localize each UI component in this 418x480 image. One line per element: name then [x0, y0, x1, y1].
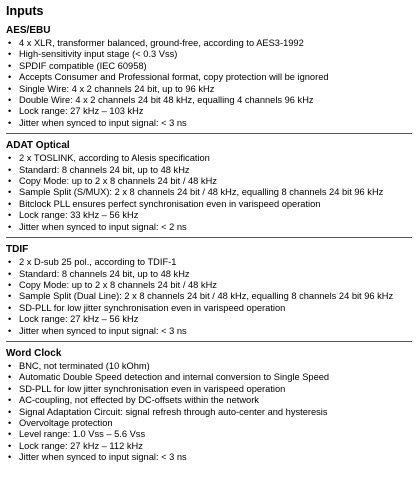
bullet-icon: • [8, 452, 12, 463]
list-item [6, 384, 418, 395]
list-item [6, 210, 418, 221]
bullet-icon: • [8, 314, 12, 325]
bullet-icon: • [8, 164, 12, 175]
list-item [6, 269, 418, 280]
bullet-icon: • [8, 395, 12, 406]
bullet-icon: • [8, 198, 12, 209]
list-item-text: Standard: 8 channels 24 bit, up to 48 kHz [19, 164, 190, 175]
section-divider [6, 341, 412, 342]
list-item-text: 2 x TOSLINK, according to Alesis specification [19, 153, 210, 164]
list-item-text: Signal Adaptation Circuit: signal refresh through auto-center and hysteresis [19, 406, 328, 417]
list-item [6, 38, 418, 49]
bullet-icon: • [8, 291, 12, 302]
list-item [6, 372, 418, 383]
list-item-text: SPDIF compatible (IEC 60958) [19, 60, 147, 71]
list-item-text: SD-PLL for low jitter synchronisation even in varispeed operation [19, 383, 286, 394]
list-item [6, 153, 418, 164]
list-item [6, 106, 418, 117]
list-item-text: Jitter when synced to input signal: < 3 ns [19, 452, 187, 463]
list-item-text: Jitter when synced to input signal: < 3 ns [19, 325, 187, 336]
list-item [6, 395, 418, 406]
spec-list [6, 38, 418, 129]
bullet-icon: • [8, 106, 12, 117]
section-heading: ADAT Optical [6, 140, 70, 152]
list-item [6, 280, 418, 291]
bullet-icon: • [8, 95, 12, 106]
list-item [6, 361, 418, 372]
section-divider [6, 237, 412, 238]
list-item-text: SD-PLL for low jitter synchronisation even in varispeed operation [19, 302, 286, 313]
spec-list [6, 153, 418, 233]
bullet-icon: • [8, 187, 12, 198]
list-item [6, 303, 418, 314]
list-item-text: Single Wire: 4 x 2 channels 24 bit, up to 96 kHz [19, 83, 215, 94]
list-item [6, 187, 418, 198]
bullet-icon: • [8, 279, 12, 290]
list-item [6, 314, 418, 325]
list-item-text: Jitter when synced to input signal: < 3 ns [19, 117, 187, 128]
list-item [6, 176, 418, 187]
list-item [6, 257, 418, 268]
section-tdif [6, 243, 418, 342]
list-item [6, 452, 418, 463]
list-item-text: Lock range: 27 kHz – 103 kHz [19, 106, 144, 117]
bullet-icon: • [8, 325, 12, 336]
bullet-icon: • [8, 383, 12, 394]
section-heading: AES/EBU [6, 25, 51, 36]
list-item [6, 429, 418, 440]
bullet-icon: • [8, 83, 12, 94]
list-item-text: Double Wire: 4 x 2 channels 24 bit 48 kHz, equalling 4 channels 96 kHz [19, 95, 314, 106]
list-item [6, 84, 418, 95]
list-item-text: Sample Split (S/MUX): 2 x 8 channels 24 bit / 48 kHz, equalling 8 channels 24 bit 96 kHz [19, 187, 384, 198]
bullet-icon: • [8, 360, 12, 371]
bullet-icon: • [8, 72, 12, 83]
bullet-icon: • [8, 429, 12, 440]
list-item-text: High-sensitivity input stage (< 0.3 Vss) [19, 49, 178, 60]
bullet-icon: • [8, 49, 12, 60]
section-adat-optical [6, 139, 418, 238]
list-item [6, 49, 418, 60]
bullet-icon: • [8, 210, 12, 221]
section-heading: TDIF [6, 244, 29, 256]
list-item-text: Level range: 1.0 Vss – 5.6 Vss [19, 429, 146, 440]
bullet-icon: • [8, 176, 12, 187]
list-item-text: Copy Mode: up to 2 x 8 channels 24 bit / 48 kHz [19, 176, 217, 187]
list-item-text: Lock range: 33 kHz – 56 kHz [19, 210, 139, 221]
bullet-icon: • [8, 153, 12, 164]
list-item-text: Jitter when synced to input signal: < 2 ns [19, 221, 187, 232]
bullet-icon: • [8, 60, 12, 71]
list-item-text: Sample Split (Dual Line): 2 x 8 channels 24 bit / 48 kHz, equalling 8 channels 24 bit 96 kHz [19, 291, 394, 302]
sections-container [6, 24, 418, 464]
bullet-icon: • [8, 221, 12, 232]
bullet-icon: • [8, 417, 12, 428]
list-item [6, 407, 418, 418]
list-item-text: Lock range: 27 kHz – 112 kHz [19, 440, 143, 451]
section-aes-ebu [6, 24, 418, 134]
bullet-icon: • [8, 302, 12, 313]
list-item [6, 418, 418, 429]
list-item [6, 72, 418, 83]
list-item-text: 4 x XLR, transformer balanced, ground-free, according to AES3-1992 [19, 38, 304, 48]
list-item-text: Overvoltage protection [19, 417, 113, 428]
list-item-text: Copy Mode: up to 2 x 8 channels 24 bit / 48 kHz [19, 279, 217, 290]
section-word-clock [6, 347, 418, 464]
bullet-icon: • [8, 38, 12, 48]
bullet-icon: • [8, 117, 12, 128]
list-item-text: Accepts Consumer and Professional format, copy protection will be ignored [19, 72, 329, 83]
list-item [6, 165, 418, 176]
bullet-icon: • [8, 406, 12, 417]
list-item-text: 2 x D-sub 25 pol., according to TDIF-1 [19, 257, 177, 268]
bullet-icon: • [8, 372, 12, 383]
bullet-icon: • [8, 257, 12, 268]
list-item [6, 61, 418, 72]
list-item-text: AC-coupling, not effected by DC-offsets within the network [19, 395, 259, 406]
list-item [6, 222, 418, 233]
list-item-text: Bitclock PLL ensures perfect synchronisation even in varispeed operation [19, 198, 321, 209]
list-item [6, 291, 418, 302]
bullet-icon: • [8, 440, 12, 451]
list-item-text: BNC, not terminated (10 kOhm) [19, 360, 150, 371]
list-item [6, 95, 418, 106]
list-item [6, 118, 418, 129]
section-heading: Word Clock [6, 347, 62, 359]
list-item [6, 326, 418, 337]
section-divider [6, 133, 412, 134]
list-item-text: Lock range: 27 kHz – 56 kHz [19, 314, 139, 325]
list-item-text: Automatic Double Speed detection and internal conversion to Single Speed [19, 372, 330, 383]
page-title: Inputs [6, 4, 44, 18]
list-item [6, 199, 418, 210]
spec-list [6, 361, 418, 464]
list-item [6, 441, 418, 452]
spec-list [6, 257, 418, 337]
list-item-text: Standard: 8 channels 24 bit, up to 48 kHz [19, 268, 190, 279]
bullet-icon: • [8, 268, 12, 279]
